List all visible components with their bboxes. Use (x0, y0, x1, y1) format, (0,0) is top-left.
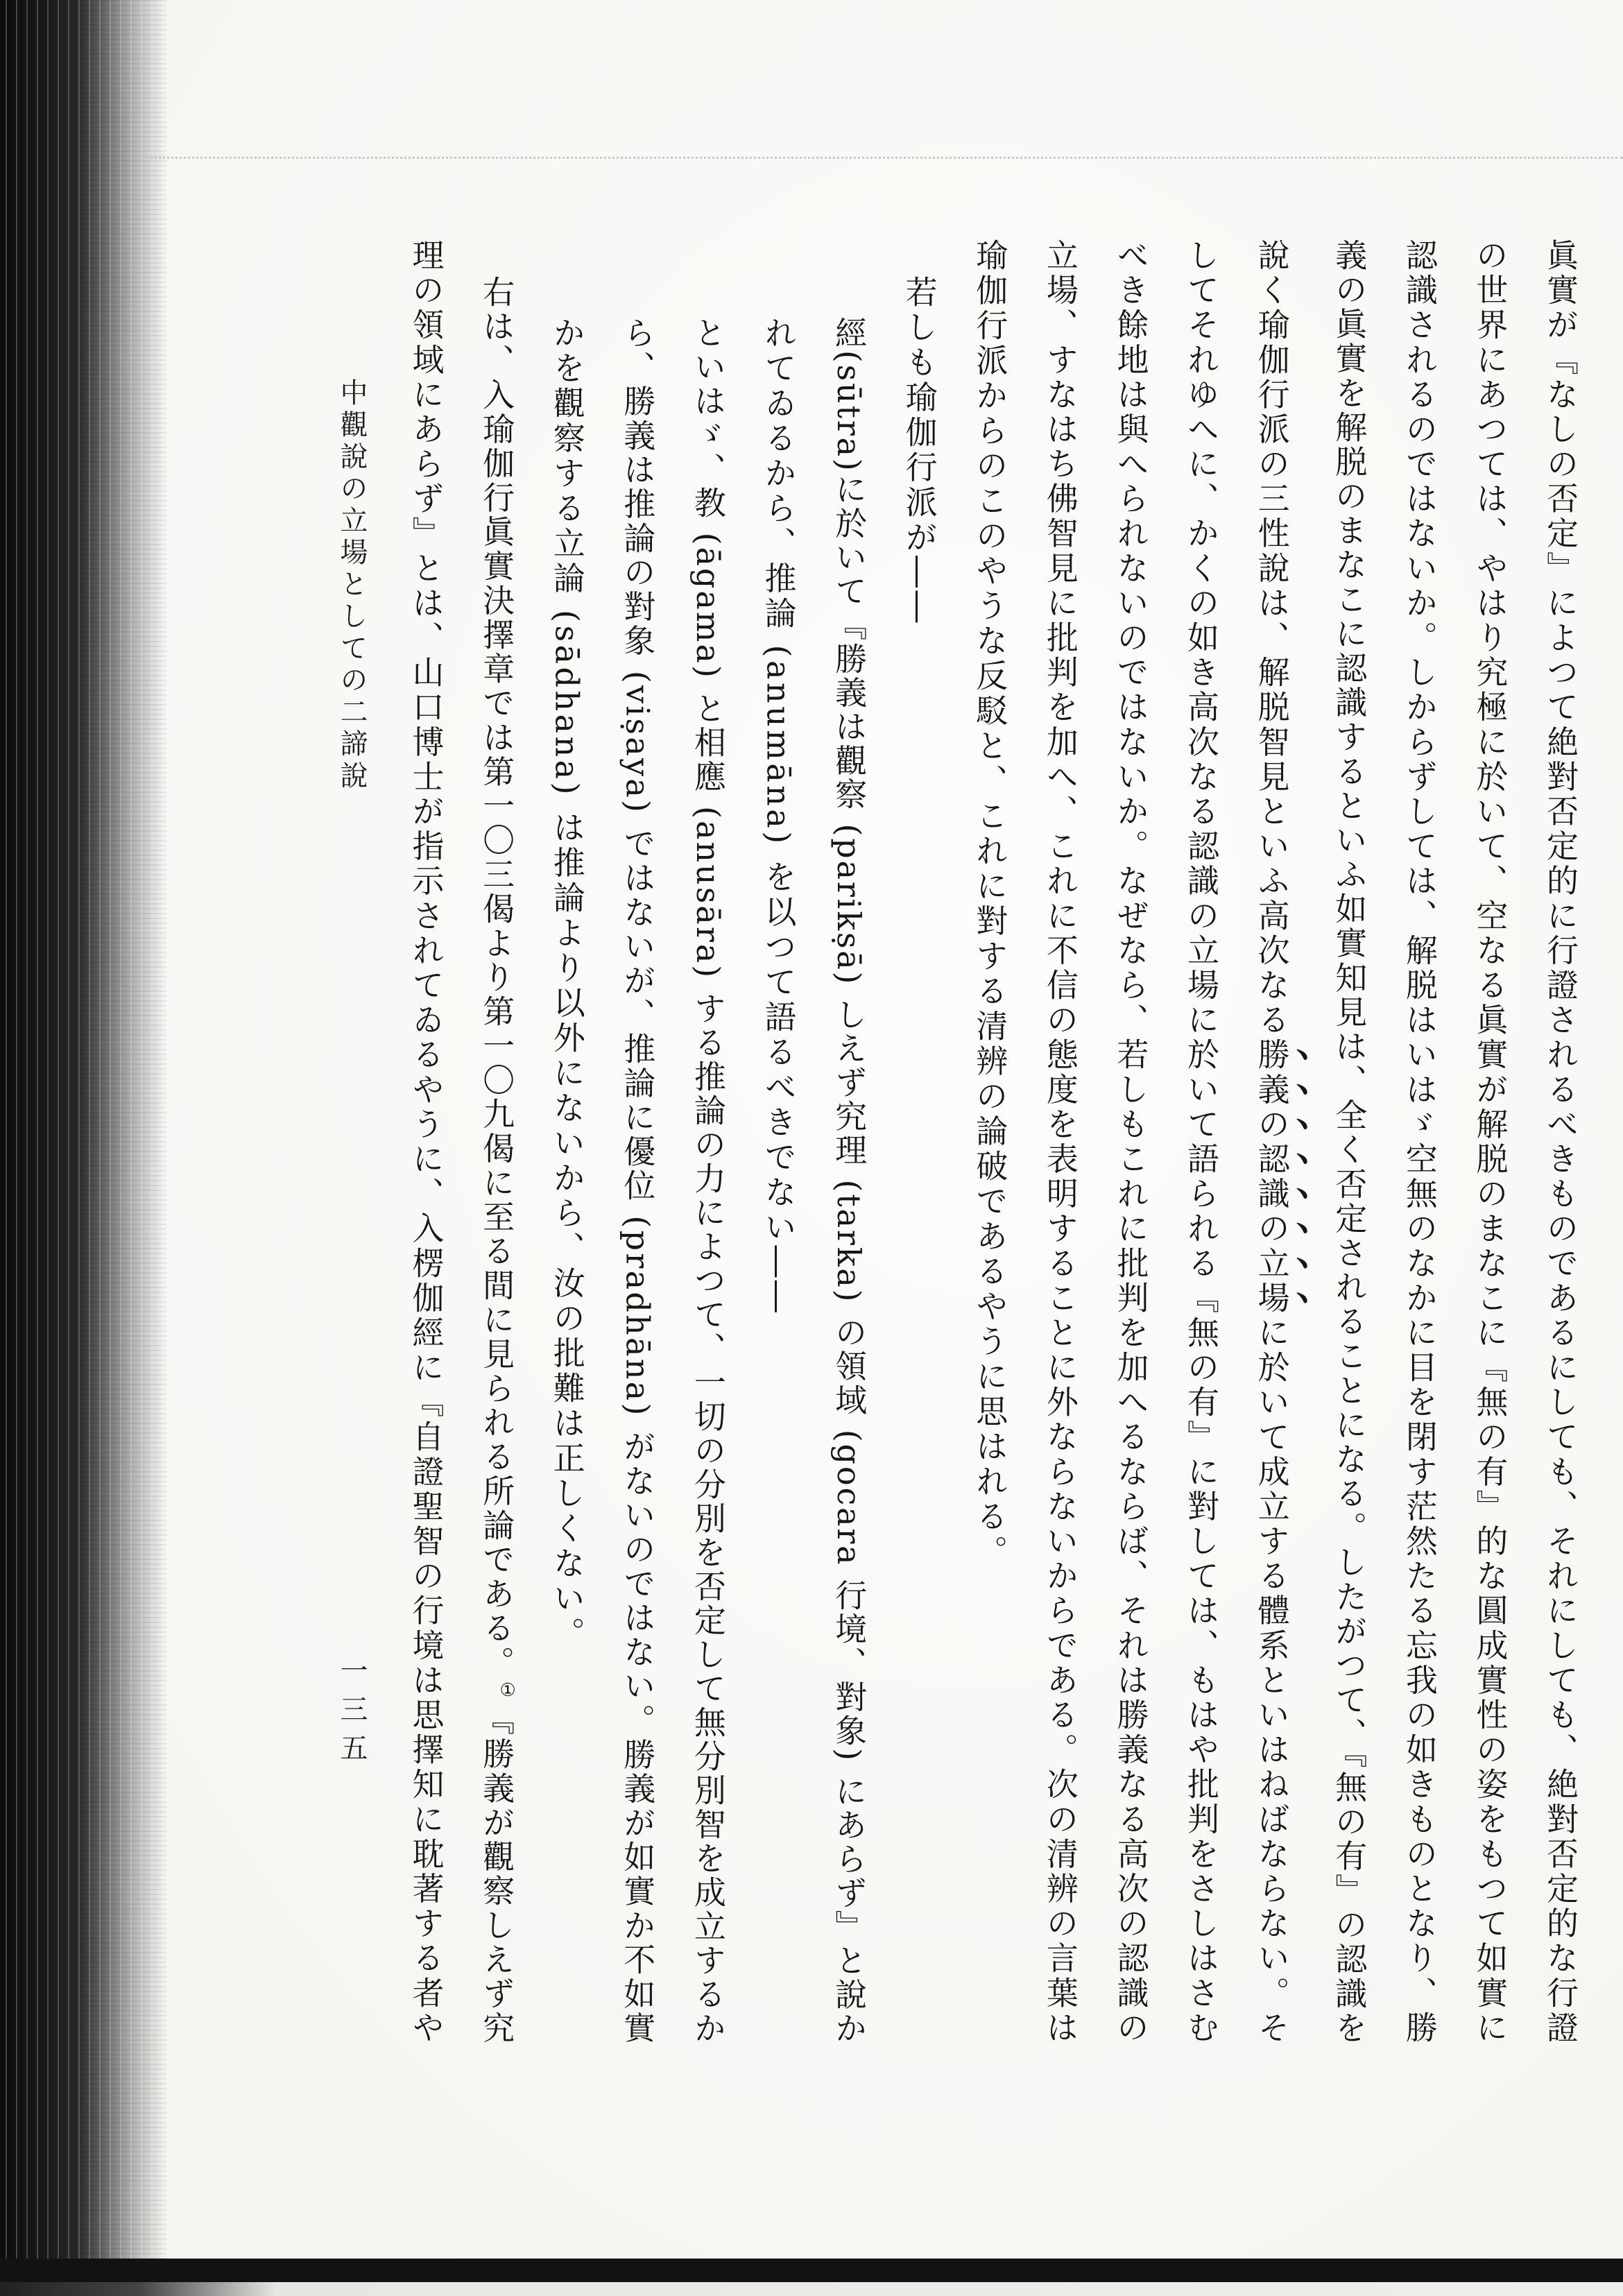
running-header: 中觀說の立場としての二諦說 (336, 378, 368, 793)
scan-dotted-rule (146, 157, 1623, 159)
scan-bottom-strip (0, 2282, 1623, 2296)
quote-line: ら、勝義は推論の對象 (viṣaya) ではないが、推論に優位 (pradhāna) がないのではない。勝義が如實か不如實 (619, 316, 657, 2046)
text-line (461, 239, 532, 2048)
text-line: 義の眞實を解脱のまなこに認識するといふ如實知見は、全く否定されることになる。したがつて、『無の有』の認識を (1330, 239, 1368, 2046)
text-line: 立場、すなはち佛智見に批判を加へ、これに不信の態度を表明することに外ならないからである。次の清辨の言葉は (1041, 239, 1079, 2046)
text-segment: に於いて成立する體系といはねばならない。そ (1253, 1316, 1291, 2046)
emphasized-phrase: 勝義の認識の立場 (1253, 1038, 1291, 1316)
quote-line: かを觀察する立論 (sādhana) は推論より以外にないから、汝の批難は正しくない。 (548, 316, 586, 1652)
lead-in-line: 若しも瑜伽行派が―― (900, 275, 938, 626)
binding-scan-noise (76, 0, 166, 2263)
text-line: べき餘地は與へられないのではないか。なぜなら、若しもこれに批判を加へるならば、それは勝義なる高次の認識の (1112, 239, 1150, 2046)
text-line (1236, 239, 1314, 2048)
text-line: 眞實が『なしの否定』によつて絶對否定的に行證されるべきものであるにしても、それにしても、絶對否定的な行證 (1542, 239, 1579, 2046)
footnote-marker: ① (497, 1679, 519, 1704)
page-number: 一三五 (336, 1656, 368, 1772)
quote-line: 經(sūtra)に於いて『勝義は觀察 (parikṣā) しえず究理 (tarka) の領域 (gocara 行境、對象) にあらず』と說か (830, 316, 868, 2046)
scan-bottom-edge (0, 2259, 1623, 2282)
text-segment: 『勝義が觀察しえず究 (478, 1703, 516, 2046)
quote-line: れてゐるから、推論 (anumāna) を以つて語るべきでない―― (759, 316, 798, 1316)
text-line: 認識されるのではないか。しからずしては、解脱はいはゞ空無のなかに目を閉す茫然たる忘我の如きものとなり、勝 (1400, 239, 1439, 2046)
text-line: 理の領域にあらず』とは、山口博士が指示されてゐるやうに、入楞伽經に『自證聖智の行境は思擇知に耽著する者や (407, 239, 445, 2046)
text-segment: 說く瑜伽行派の三性說は、解脱智見といふ高次なる (1253, 239, 1291, 1038)
text-line: してそれゆへに、かくの如き高次なる認識の立場に於いて語られる『無の有』に對しては、もはや批判をさしはさむ (1183, 239, 1221, 2046)
quote-line: といはゞ、教 (āgama) と相應 (anusāra) する推論の力によつて、一切の分別を否定して無分別智を成立するか (689, 316, 727, 2046)
text-line: の世界にあつては、やはり究極に於いて、空なる眞實が解脱のまなこに『無の有』的な圓成實性の姿をもつて如實に (1471, 239, 1509, 2046)
text-segment: 右は、入瑜伽行眞實決擇章では第一〇三偈より第一〇九偈に至る間に見られる所論である。 (478, 275, 516, 1680)
body-text (390, 239, 1595, 2048)
text-line: 瑜伽行派からのこのやうな反駁と、これに對する清辨の論破であるやうに思はれる。 (971, 239, 1009, 1570)
